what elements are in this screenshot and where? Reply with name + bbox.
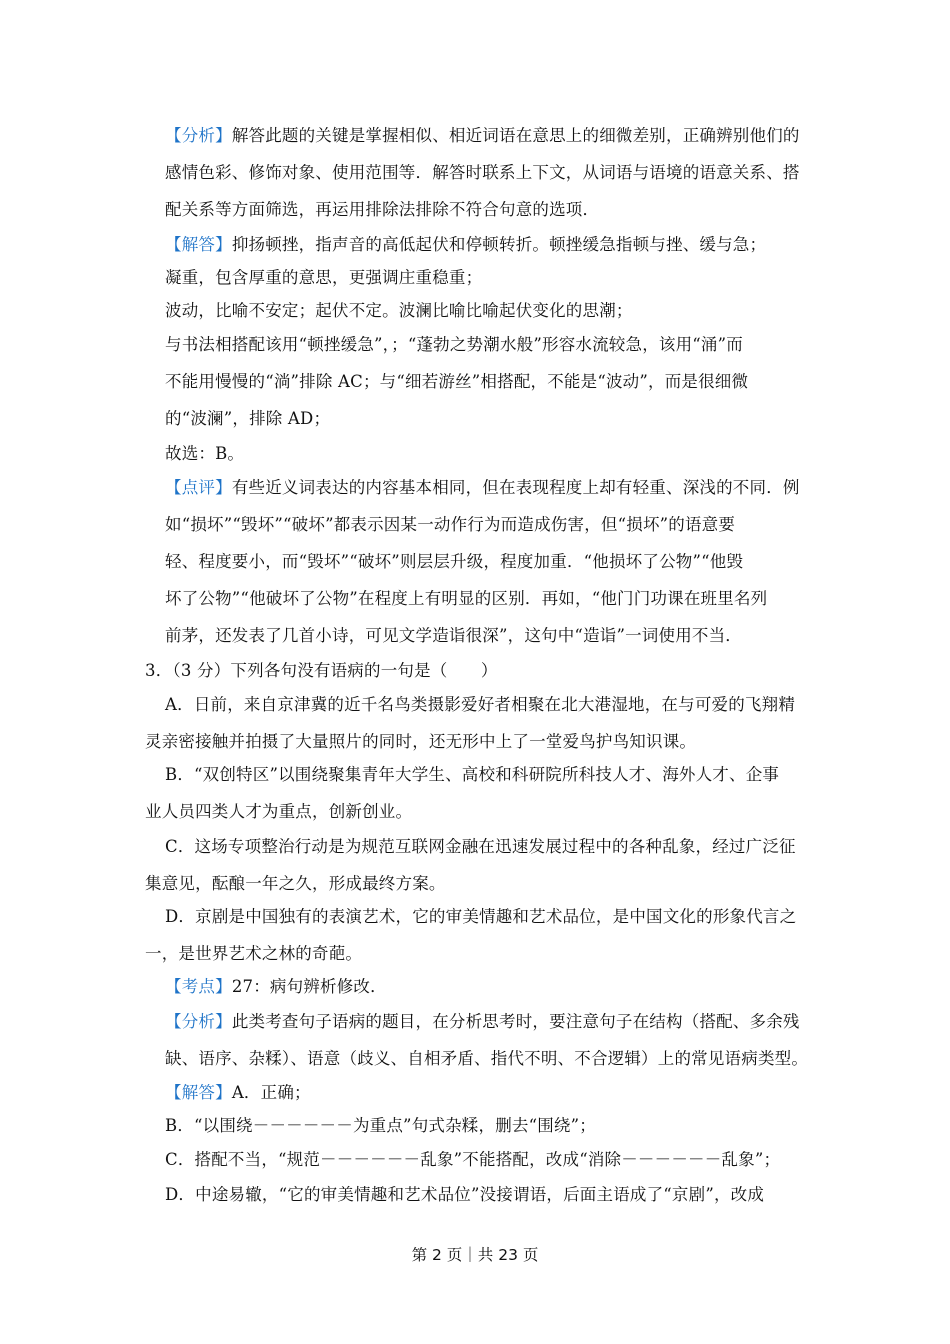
analysis-tag: 【分析】: [165, 126, 232, 145]
question-title: 3．（3 分）下列各句没有语病的一句是（ ）: [145, 661, 498, 680]
answer-text-line: 与书法相搭配该用“顿挫缓急”，；“蓬勃之势潮水般”形容水流较急，该用“涌”而: [165, 335, 743, 354]
option-d-line: D．京剧是中国独有的表演艺术，它的审美情趣和艺术品位，是中国文化的形象代言之: [165, 907, 797, 926]
answer-text-line: 凝重，包含厚重的意思，更强调庄重稳重；: [165, 268, 483, 287]
comment-paragraph-line: [165, 477, 800, 499]
analysis-paragraph-line: [165, 125, 800, 147]
analysis-text-line: 感情色彩、修饰对象、使用范围等．解答时联系上下文，从词语与语境的语意关系、搭: [165, 163, 800, 182]
answer-tag: 【解答】: [165, 235, 232, 254]
answer-text-line: B．“以围绕－－－－－－为重点”句式杂糅，删去“围绕”；: [165, 1116, 596, 1135]
answer-paragraph-line: [165, 234, 766, 256]
point-paragraph-line: [165, 976, 387, 998]
point-tag: 【考点】: [165, 977, 232, 996]
answer-text-line: 不能用慢慢的“淌”排除 AC；与“细若游丝”相搭配，不能是“波动”，而是很细微: [165, 372, 749, 391]
answer-text: A．正确；: [231, 1083, 311, 1102]
answer-tag: 【解答】: [165, 1083, 232, 1102]
analysis-text-line: 配关系等方面筛选，再运用排除法排除不符合句意的选项．: [165, 200, 600, 219]
comment-tag: 【点评】: [165, 478, 232, 497]
answer-text-line: 波动，比喻不安定；起伏不定。波澜比喻比喻起伏变化的思潮；: [165, 301, 633, 320]
option-c-line: 集意见，酝酿一年之久，形成最终方案。: [145, 874, 446, 893]
answer-text-line: C．搭配不当，“规范－－－－－－乱象”不能搭配，改成“消除－－－－－－乱象”；: [165, 1150, 781, 1169]
answer-text-line: 故选：B。: [165, 444, 245, 463]
analysis-text-line: 缺、语序、杂糅）、语意（歧义、自相矛盾、指代不明、不合逻辑）上的常见语病类型。: [165, 1049, 809, 1068]
option-b-line: 业人员四类人才为重点，创新创业。: [145, 802, 413, 821]
analysis-paragraph-line: [165, 1011, 800, 1033]
analysis-tag: 【分析】: [165, 1012, 232, 1031]
analysis-text: 解答此题的关键是掌握相似、相近词语在意思上的细微差别，正确辨别他们的: [231, 126, 800, 145]
comment-text-line: 如“损坏”“毁坏”“破坏”都表示因某一动作行为而造成伤害，但“损坏”的语意要: [165, 515, 736, 534]
comment-text: 有些近义词表达的内容基本相同，但在表现程度上却有轻重、深浅的不同．例: [231, 478, 800, 497]
option-a-line: 灵亲密接触并拍摄了大量照片的同时，还无形中上了一堂爱鸟护鸟知识课。: [145, 732, 697, 751]
answer-text: 抑扬顿挫，指声音的高低起伏和停顿转折。顿挫缓急指顿与挫、缓与急；: [231, 235, 767, 254]
option-d-line: 一，是世界艺术之林的奇葩。: [145, 944, 363, 963]
analysis-text: 此类考查句子语病的题目，在分析思考时，要注意句子在结构（搭配、多余残: [231, 1012, 800, 1031]
page-footer: 第 2 页｜共 23 页: [411, 1246, 539, 1264]
comment-text-line: 轻、程度要小，而“毁坏”“破坏”则层层升级，程度加重．“他损坏了公物”“他毁: [165, 552, 744, 571]
answer-paragraph-line: [165, 1082, 311, 1104]
option-b-line: B．“双创特区”以围绕聚集青年大学生、高校和科研院所科技人才、海外人才、企事: [165, 765, 780, 784]
answer-text-line: D．中途易辙，“它的审美情趣和艺术品位”没接谓语，后面主语成了“京剧”，改成: [165, 1185, 765, 1204]
option-c-line: C．这场专项整治行动是为规范互联网金融在迅速发展过程中的各种乱象，经过广泛征: [165, 837, 796, 856]
option-a-line: A．日前，来自京津冀的近千名鸟类摄影爱好者相聚在北大港湿地，在与可爱的飞翔精: [165, 695, 796, 714]
point-text: 27：病句辨析修改．: [231, 977, 387, 996]
comment-text-line: 前茅，还发表了几首小诗，可见文学造诣很深”，这句中“造诣”一词使用不当．: [165, 626, 743, 645]
comment-text-line: 坏了公物”“他破坏了公物”在程度上有明显的区别．再如，“他门门功课在班里名列: [165, 589, 768, 608]
answer-text-line: 的“波澜”，排除 AD；: [165, 409, 331, 428]
